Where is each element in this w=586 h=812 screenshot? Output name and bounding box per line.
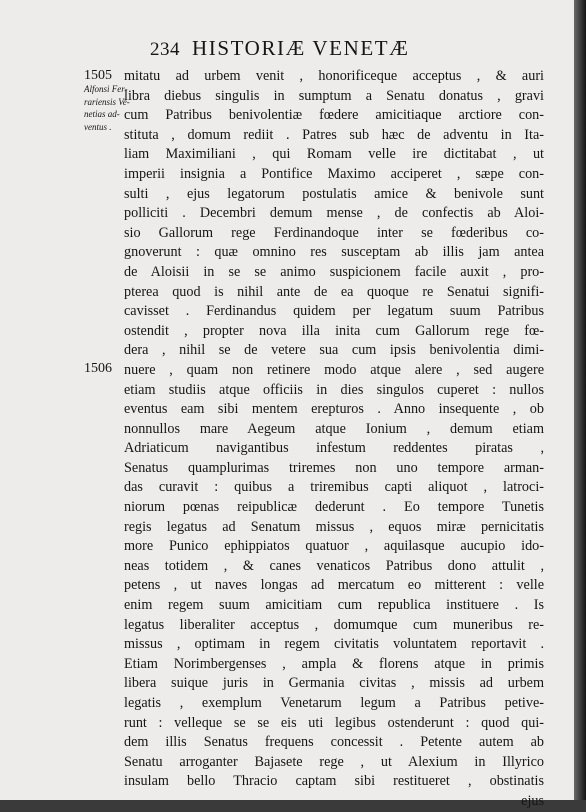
text-line: niorum pœnas reipublicæ dederunt . Eo tempore Tunetis — [124, 499, 544, 516]
text-line: petens , ut naves longas ad mercatum eo mitterent : velle — [124, 577, 544, 594]
text-line: sio Gallorum rege Ferdinandoque inter se fœderibus co- — [124, 224, 544, 241]
text-line: eventus eam sibi mentem erepturos . Anno insequente , ob — [124, 401, 544, 418]
text-line: cavisset . Ferdinandus quidem per legatum suum Patribus — [124, 303, 544, 320]
text-line: stituta , domum rediit . Patres sub hæc de adventu in Ita- — [124, 126, 544, 143]
margin-note-line: ventus . — [84, 121, 112, 132]
text-line: neas totidem , & canes venaticos Patribus dono attulit , — [124, 557, 544, 574]
text-line: enim regem suum amicitiam cum republica instituere . Is — [124, 597, 544, 614]
text-line: Senatu arroganter Bajasete rege , ut Alexium in Illyrico — [124, 753, 544, 770]
margin-year-1505: 1505 — [84, 68, 112, 83]
margin-year-1506: 1506 — [84, 361, 112, 376]
text-line: dem illis Senatus frequens concessit . Petente autem ab — [124, 734, 544, 751]
text-line: imperii insignia a Pontifice Maximo acciperet , sæpe con- — [124, 165, 544, 182]
text-line: legatus liberaliter acceptus , domumque cum muneribus re- — [124, 616, 544, 633]
running-title: HISTORIÆ VENETÆ — [192, 36, 410, 60]
text-line: etiam studiis atque officiis in dies singulos cuperet : nullos — [124, 381, 544, 398]
text-line: nuere , quam non retinere modo atque alere , sed augere — [124, 361, 544, 378]
text-line: dera , nihil se de vetere sua cum ipsis benivolentia dimi- — [124, 342, 544, 359]
text-line: libera suique juris in Germania civitas , missis ad urbem — [124, 675, 544, 692]
text-line: das curavit : quibus a triremibus capti aliquot , latroci- — [124, 479, 544, 496]
page-header — [150, 36, 470, 61]
text-line: liam Maximiliani , qui Romam velle ire dictitabat , ut — [124, 146, 544, 163]
margin-note-line: rariensis Ve- — [84, 96, 130, 107]
text-line: insulam bello Thracio captam sibi restitueret , obstinatis — [124, 773, 544, 790]
text-line: de Aloisii in se se animo suspicionem facile auxit , pro- — [124, 263, 544, 280]
text-line: gnoverunt : quæ omnino res susceptam ab illis jam antea — [124, 244, 544, 261]
margin-note-line: netias ad- — [84, 109, 120, 119]
text-line: libra diebus singulis in sumptum a Senatu donatus , gravi — [124, 87, 544, 104]
text-line: runt : velleque se se eis uti legibus ostenderunt : quod qui- — [124, 714, 544, 731]
text-line: legatis , exemplum Venetarum legum a Patribus petive- — [124, 695, 544, 711]
text-line: mitatu ad urbem venit , honorificeque acceptus , & auri — [124, 68, 544, 84]
text-line: regis legatus ad Senatum missus , equos miræ pernicitatis — [124, 518, 544, 535]
text-line: cum Patribus benivolentiæ fœdere amicitiaque arctiore con- — [124, 107, 544, 124]
text-line: ostendit , propter nova illa inita cum Gallorum rege fœ- — [124, 322, 544, 339]
text-line: Adriaticum navigantibus infestum reddentes piratas , — [124, 440, 544, 457]
text-line: polliciti . Decembri demum mense , de confectis ab Aloi- — [124, 205, 544, 222]
text-line: pterea quod is nihil ante de ea quoque re Senatui signifi- — [124, 283, 544, 300]
body-text — [124, 67, 544, 812]
text-line: more Punico ephippiatos quatuor , aquilasque aucupio ido- — [124, 538, 544, 555]
page-edge-shadow — [574, 0, 586, 800]
margin-note-line: Alfonsi Fer- — [84, 84, 128, 94]
text-line: Senatus quamplurimas triremes non uno tempore arman- — [124, 459, 544, 476]
text-line: Etiam Norimbergenses , ampla & florens atque in primis — [124, 655, 544, 672]
catchword: ejus — [521, 792, 544, 809]
page-number: 234 — [150, 39, 180, 60]
text-line: missus , optimam in regem civitatis voluntatem reportavit . — [124, 636, 544, 653]
text-line: sulti , ejus legatorum postulatis amice & benivole sunt — [124, 185, 544, 202]
text-line: nonnullos mare Aegeum atque Ionium , demum etiam — [124, 420, 544, 437]
